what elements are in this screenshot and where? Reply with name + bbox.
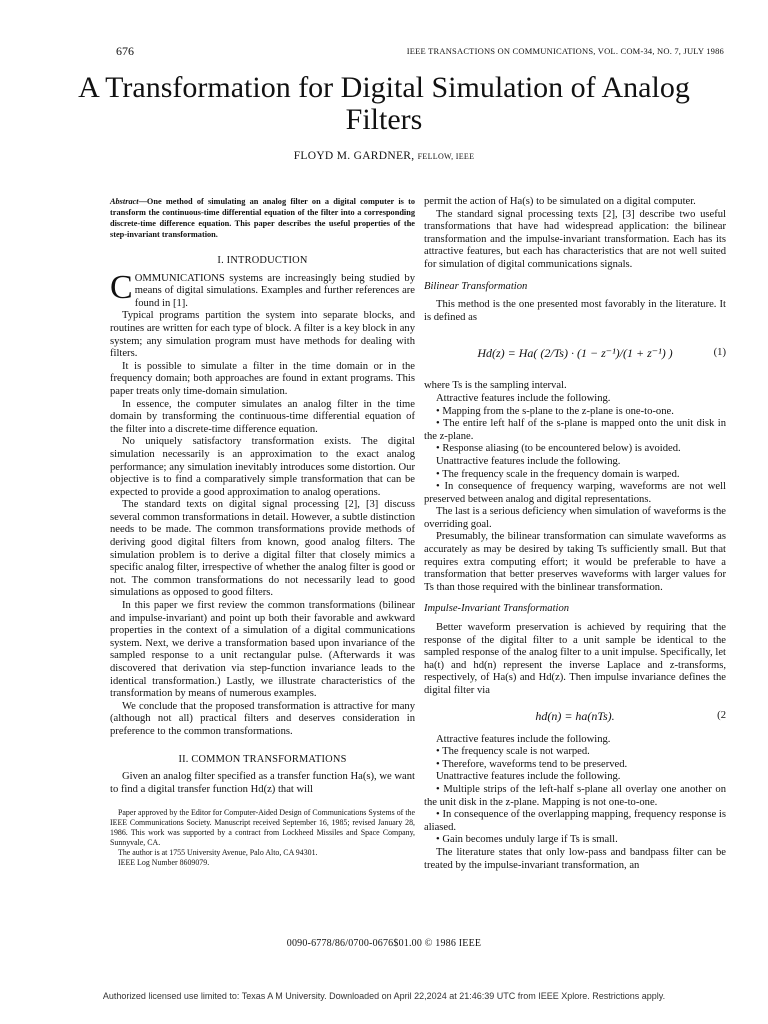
- equation-1-number: (1): [713, 347, 726, 359]
- intro-paragraph-5: No uniquely satisfactory transformation exists. The digital simulation necessarily is an approximation to the exact analog performance; any simulation inevitably introduces some distortion. Our objective is to find a comparatively simple transformation that can be expected to provide a good approximation to analog operations.: [110, 436, 415, 498]
- abstract-text: —One method of simulating an analog filter on a digital computer is to transform the continuous-time differential equation of the filter into a corresponding discrete-time difference equation. This paper describes the useful properties of the step-invariant transformation.: [110, 197, 415, 239]
- bilinear-bullet-2: • The entire left half of the s-plane is mapped onto the unit disk in the z-plane.: [424, 418, 726, 442]
- author-title: FELLOW, IEEE: [417, 152, 475, 161]
- intro-paragraph-8: We conclude that the proposed transformation is attractive for many (although not all) practical filters and deserves consideration in preference to the common transformations.: [110, 700, 415, 737]
- impulse-paragraph-2: Attractive features include the following.: [436, 733, 611, 745]
- footnote-line-2: The author is at 1755 University Avenue, Palo Alto, CA 94301.: [118, 848, 318, 858]
- right-paragraph-1: permit the action of Ha(s) to be simulated on a digital computer.: [424, 196, 696, 207]
- right-paragraph-2: The standard signal processing texts [2], [3] describe two useful transformations that have had widespread application: the bilinear transformation and the impulse-invariant transformation. Each has its attractive features, but each has characteristics that are not well suited for simulation of digital communications signals.: [424, 208, 726, 270]
- bilinear-paragraph-6: Presumably, the bilinear transformation can simulate waveforms as accurately as may be desired by taking Ts sufficiently small. But that requires extra computing effort; it would be preferable to have a transformation that better preserves waveforms with larger values for Ts than those required with the binlinear transformation.: [424, 531, 726, 593]
- impulse-bullet-5: • Gain becomes unduly large if Ts is small.: [436, 834, 618, 846]
- impulse-paragraph-3: Unattractive features include the following.: [436, 771, 621, 783]
- bilinear-paragraph-5: The last is a serious deficiency when simulation of waveforms is the overriding goal.: [424, 506, 726, 530]
- footnote-line-1: Paper approved by the Editor for Computer-Aided Design of Communications Systems of the IEEE Communications Society. Manuscript received September 16, 1985; revised January 28, 1986. This work was supported by a contract from Lockheed Missiles and Space Company, Sunnyvale, CA.: [110, 808, 415, 848]
- equation-2-body: hd(n) = ha(nTs).: [535, 709, 615, 724]
- equation-2: [424, 704, 726, 730]
- left-column: [110, 196, 415, 868]
- abstract: [110, 196, 415, 240]
- impulse-paragraph-1: Better waveform preservation is achieved by requiring that the response of the digital filter to a unit sample be identical to the sampled response of the analog filter to a unit impulse. Specifically, let ha(t) and hd(n) represent the inverse Laplace and z-transforms, respectively, of Ha(s) and Hd(z). Then impulse invariance defines the digital filter via: [424, 622, 726, 696]
- equation-1: [424, 330, 726, 376]
- access-notice: Authorized licensed use limited to: Texas A M University. Downloaded on April 22,2024 at 21:46:39 UTC from IEEE Xplore. Restrictions apply.: [102, 991, 666, 1001]
- paper-title: A Transformation for Digital Simulation of Analog Filters: [78, 71, 690, 136]
- bilinear-bullet-5: • In consequence of frequency warping, waveforms are not well preserved between analog and digital representations.: [424, 481, 726, 505]
- impulse-bullet-4: • In consequence of the overlapping mapping, frequency response is aliased.: [424, 809, 726, 833]
- intro-paragraph-3: It is possible to simulate a filter in the time domain or in the frequency domain; both approaches are found in extant programs. This paper treats only time-domain simulation.: [110, 360, 415, 397]
- footnote-line-3: IEEE Log Number 8609079.: [118, 858, 210, 868]
- common-transformations-heading: II. COMMON TRANSFORMATIONS: [178, 753, 347, 765]
- common-paragraph-1: Given an analog filter specified as a transfer function Ha(s), we want to find a digital transfer function Hd(z) that will: [110, 771, 415, 795]
- right-column: [424, 196, 726, 872]
- author-line: [0, 150, 768, 162]
- intro-heading: I. INTRODUCTION: [217, 255, 308, 266]
- drop-cap: C: [110, 268, 133, 306]
- impulse-bullet-2: • Therefore, waveforms tend to be preserved.: [436, 758, 628, 770]
- bilinear-bullet-1: • Mapping from the s-plane to the z-plane is one-to-one.: [436, 405, 674, 417]
- impulse-invariant-heading: Impulse-Invariant Transformation: [424, 603, 570, 615]
- footnote: [110, 808, 415, 868]
- equation-2-number: (2: [717, 710, 726, 722]
- bilinear-paragraph-2: where Ts is the sampling interval.: [424, 380, 567, 392]
- page-number: 676: [116, 44, 134, 58]
- bilinear-bullet-3: • Response aliasing (to be encountered below) is avoided.: [436, 443, 681, 455]
- copyright-line: 0090-6778/86/0700-0676$01.00 © 1986 IEEE: [286, 938, 482, 949]
- intro-paragraph-4: In essence, the computer simulates an analog filter in the time domain by transforming the continuous-time differential equation of the filter into a discrete-time difference equation.: [110, 398, 415, 435]
- intro-paragraph-7: In this paper we first review the common transformations (bilinear and impulse-invariant) and point up both their favorable and awkward properties in the context of a simulation of a digital communications system. Next, we derive a transformation based upon invariance of the sampled response to a unit rectangular pulse. (Afterwards it was discovered that derivation via step-function invariance leads to the identical transformation.) Lastly, we illustrate characteristics of the transformation by means of numerous examples.: [110, 600, 415, 700]
- intro-paragraph-2: Typical programs partition the system into separate blocks, and routines are written for each type of block. A filter is a key block in any system; any simulation program must have methods for dealing with filters.: [110, 310, 415, 360]
- bilinear-paragraph-1: This method is the one presented most favorably in the literature. It is defined as: [424, 299, 726, 323]
- bilinear-paragraph-4: Unattractive features include the following.: [436, 455, 621, 467]
- equation-1-body: Hd(z) = Ha( (2/Ts) · (1 − z⁻¹)/(1 + z⁻¹) ): [477, 346, 673, 361]
- impulse-paragraph-4: The literature states that only low-pass and bandpass filter can be treated by the impulse-invariant transformation, an: [424, 846, 726, 871]
- bilinear-heading: Bilinear Transformation: [424, 280, 528, 292]
- author-name: FLOYD M. GARDNER,: [293, 150, 415, 162]
- intro-paragraph-6: The standard texts on digital signal processing [2], [3] discuss several common transformations in detail. However, a subtle distinction needs to be made. The common transformations provide methods of deriving good digital filters from known, good analog filters. The simulation problem is to derive a digital filter that closely mimics a specific analog filter, irrespective of whether the analog filter is good or not. The common transformations do not necessarily lead to good simulations as opposed to good filters.: [110, 499, 415, 599]
- journal-header: IEEE TRANSACTIONS ON COMMUNICATIONS, VOL. COM-34, NO. 7, JULY 1986: [406, 46, 724, 56]
- bilinear-paragraph-3: Attractive features include the following.: [436, 392, 611, 404]
- intro-paragraph-1: COMMUNICATIONS systems are increasingly being studied by means of digital simulations. Examples and further references are found in [1].: [110, 268, 415, 309]
- abstract-lead: Abstract: [110, 197, 139, 206]
- bilinear-bullet-4: • The frequency scale in the frequency domain is warped.: [436, 468, 680, 480]
- impulse-bullet-3: • Multiple strips of the left-half s-plane all overlay one another on the unit disk in the z-plane. Mapping is not one-to-one.: [424, 783, 726, 808]
- impulse-bullet-1: • The frequency scale is not warped.: [436, 746, 590, 758]
